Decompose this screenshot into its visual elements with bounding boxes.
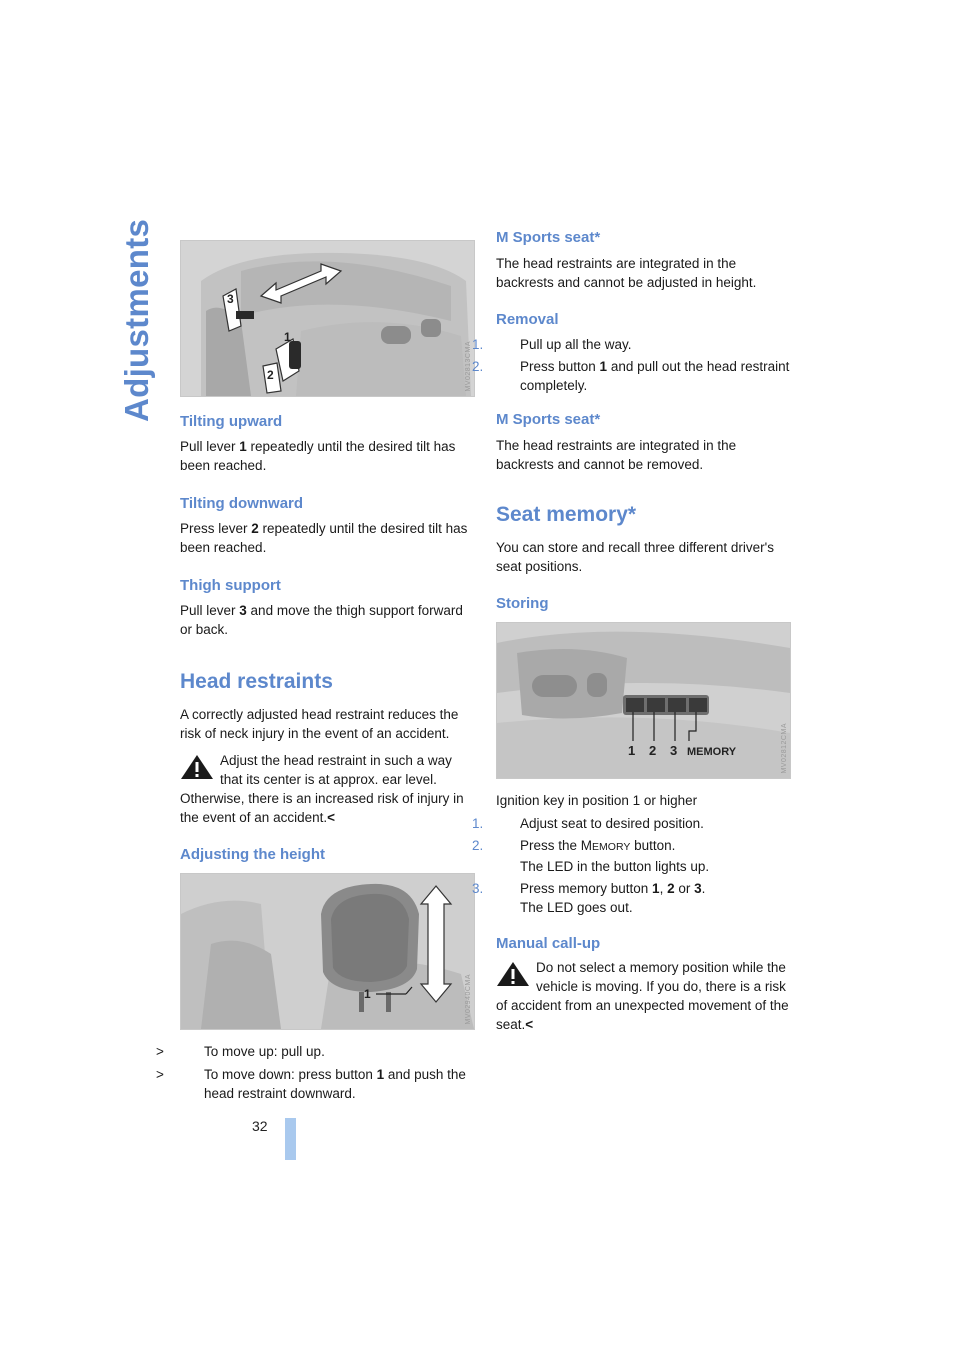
manual-call-up-heading: Manual call-up (496, 935, 601, 952)
tilting-upward-text: Pull lever 1 repeatedly until the desired tilt has been reached. (180, 439, 456, 473)
head-restraint-illustration (181, 874, 474, 1029)
head-restraint-label-1: 1 (364, 987, 371, 1001)
tilting-upward-heading: Tilting upward (180, 413, 283, 430)
head-restraint-figure (180, 873, 475, 1030)
m-sports-seat-heading: M Sports seat* (496, 229, 601, 246)
head-restraints-text: A correctly adjusted head restraint reduces the risk of neck injury in the event of an accident. (180, 707, 459, 741)
figure-code: MV02813CMA (465, 341, 472, 392)
svg-text:1: 1 (284, 330, 291, 344)
list-item: 2. Press the MEMORY button. The LED in the button lights up. (472, 838, 710, 874)
thigh-support-text: Pull lever 3 and move the thigh support forward or back. (180, 603, 463, 637)
memory-buttons-figure (496, 622, 791, 779)
tilting-downward-heading: Tilting downward (180, 495, 304, 512)
list-item: 1. Pull up all the way. (472, 337, 632, 352)
svg-text:2: 2 (267, 368, 274, 382)
list-item: 3. Press memory button 1, 2 or 3. The LED goes out. (472, 881, 706, 915)
section-title (118, 218, 158, 422)
warning-icon (180, 754, 214, 780)
seat-memory-text: You can store and recall three different driver's seat positions. (496, 540, 774, 574)
m-sports-seat-heading-2: M Sports seat* (496, 411, 601, 428)
seat-levers-figure (180, 240, 475, 397)
m-sports-seat-text: The head restraints are integrated in the backrests and cannot be adjusted in height. (496, 256, 757, 290)
tilting-downward-text: Press lever 2 repeatedly until the desired tilt has been reached. (180, 521, 468, 555)
memory-label-3: 3 (670, 743, 678, 758)
list-item: > To move up: pull up. (156, 1044, 325, 1059)
figure-code: MV02812CMA (781, 723, 788, 774)
right-column (472, 228, 791, 1034)
page-marker-bar (285, 1118, 296, 1160)
list-item: 1. Adjust seat to desired position. (472, 816, 704, 831)
removal-heading: Removal (496, 311, 559, 328)
warning-icon (496, 961, 530, 987)
list-item: 2. Press button 1 and pull out the head restraint completely. (472, 359, 790, 393)
page-number: 32 (252, 1118, 268, 1134)
memory-buttons-illustration (497, 623, 790, 778)
seat-memory-heading: Seat memory* (496, 503, 637, 526)
list-item: > To move down: press button 1 and push the head restraint downward. (156, 1067, 466, 1101)
memory-label-2: 2 (649, 743, 657, 758)
section-title-text: Adjustments (118, 218, 155, 422)
svg-text:3: 3 (227, 292, 234, 306)
memory-label-1: 1 (628, 743, 636, 758)
adjusting-height-heading: Adjusting the height (180, 846, 325, 863)
left-column (156, 240, 475, 1103)
head-restraint-warning: Adjust the head restraint in such a way that its center is at approx. ear level. Otherwise, there is an increased risk of injury in the event of an accident.< (180, 753, 464, 825)
figure-code: MV02940CMA (465, 974, 472, 1025)
manual-call-up-warning: Do not select a memory position while the vehicle is moving. If you do, there is a risk of accident from an unexpected movement of the seat.< (496, 960, 789, 1032)
head-restraints-heading: Head restraints (180, 670, 333, 693)
m-sports-seat-text-2: The head restraints are integrated in the backrests and cannot be removed. (496, 438, 737, 472)
thigh-support-heading: Thigh support (180, 577, 281, 594)
seat-levers-illustration (181, 241, 474, 396)
storing-heading: Storing (496, 595, 549, 612)
memory-label-memory: MEMORY (687, 746, 737, 758)
storing-intro: Ignition key in position 1 or higher (496, 793, 698, 808)
